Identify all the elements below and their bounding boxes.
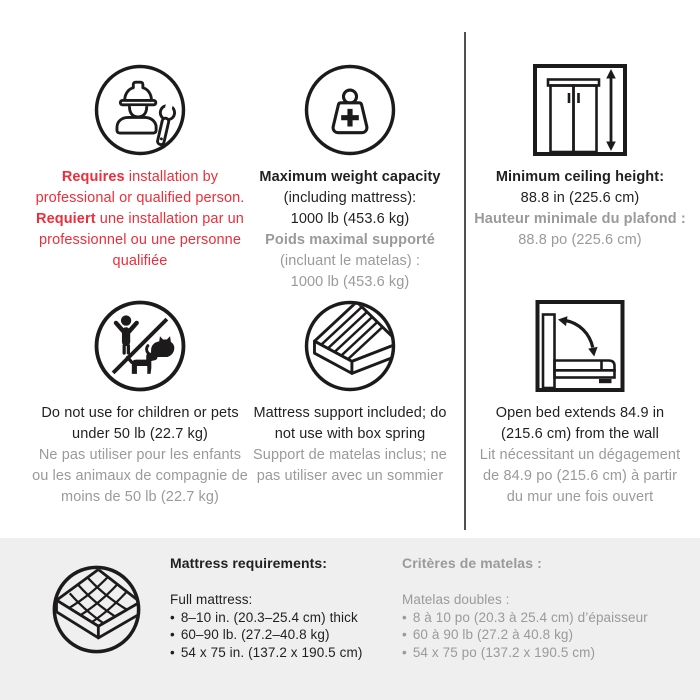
text-line: professionnel ou une personne <box>38 232 242 248</box>
text-line: Hauteur minimale du plafond : <box>474 211 686 227</box>
text-line: professional or qualified person. <box>35 190 245 206</box>
max-weight-info <box>235 62 465 293</box>
open-bed-icon <box>468 298 692 394</box>
text-line: Support de matelas inclus; ne <box>253 447 447 463</box>
mattress-requirements-en <box>170 555 362 661</box>
text-line: (including mattress): <box>283 190 417 206</box>
text-line: Poids maximal supporté <box>265 232 435 248</box>
text-line: Maximum weight capacity <box>259 169 441 185</box>
section-heading: Mattress requirements: <box>170 555 328 571</box>
no-children-pets-warning <box>25 298 255 508</box>
no-children-pets-icon <box>25 298 255 394</box>
text-line: (215.6 cm) from the wall <box>501 426 659 442</box>
text-line: Lit nécessitant un dégagement <box>479 447 681 463</box>
ceiling-height-info <box>468 62 692 251</box>
quilted-mattress-icon <box>50 563 143 656</box>
text-line: 88.8 po (225.6 cm) <box>518 232 642 248</box>
section-heading: Critères de matelas : <box>402 555 542 571</box>
mattress-requirements-panel <box>0 538 700 700</box>
list-item: • 54 x 75 po (137.2 x 190.5 cm) <box>402 644 648 662</box>
list-item: • 8 à 10 po (20.3 à 25.4 cm) d’épaisseur <box>402 609 648 627</box>
installation-warning <box>25 62 255 272</box>
text-line: Full mattress: <box>170 592 253 607</box>
text-line: ou les animaux de compagnie de <box>32 468 248 484</box>
text-line: 88.8 in (225.6 cm) <box>520 190 640 206</box>
slatted-support-icon <box>235 298 465 394</box>
text-line: du mur une fois ouvert <box>506 489 654 505</box>
text-line: 1000 lb (453.6 kg) <box>290 274 410 290</box>
text-line: (incluant le matelas) : <box>279 253 421 269</box>
ceiling-height-icon <box>468 62 692 158</box>
text-line: Mattress support included; do <box>253 405 447 421</box>
text-line: 1000 lb (453.6 kg) <box>290 211 410 227</box>
text-line: pas utiliser avec un sommier <box>256 468 444 484</box>
worker-wrench-icon <box>25 62 255 158</box>
text-line: under 50 lb (22.7 kg) <box>72 426 208 442</box>
weight-plus-icon <box>235 62 465 158</box>
list-item: • 60 à 90 lb (27.2 à 40.8 kg) <box>402 626 648 644</box>
text-line: Requires installation by <box>61 169 219 185</box>
mattress-support-info <box>235 298 465 487</box>
text-line: Requiert une installation par un <box>36 211 244 227</box>
text-line: Ne pas utiliser pour les enfants <box>38 447 242 463</box>
text-line: Matelas doubles : <box>402 592 510 607</box>
text-line: qualifiée <box>112 253 168 269</box>
list-item: • 8–10 in. (20.3–25.4 cm) thick <box>170 609 362 627</box>
list-item: • 54 x 75 in. (137.2 x 190.5 cm) <box>170 644 362 662</box>
mattress-requirements-fr <box>402 555 648 661</box>
text-line: moins de 50 lb (22.7 kg) <box>61 489 219 505</box>
text-line: Minimum ceiling height: <box>495 169 665 185</box>
text-line: de 84.9 po (215.6 cm) à partir <box>482 468 678 484</box>
text-line: not use with box spring <box>274 426 426 442</box>
open-bed-extension-info <box>468 298 692 508</box>
text-line: Do not use for children or pets <box>41 405 239 421</box>
text-line: Open bed extends 84.9 in <box>495 405 665 421</box>
list-item: • 60–90 lb. (27.2–40.8 kg) <box>170 626 362 644</box>
